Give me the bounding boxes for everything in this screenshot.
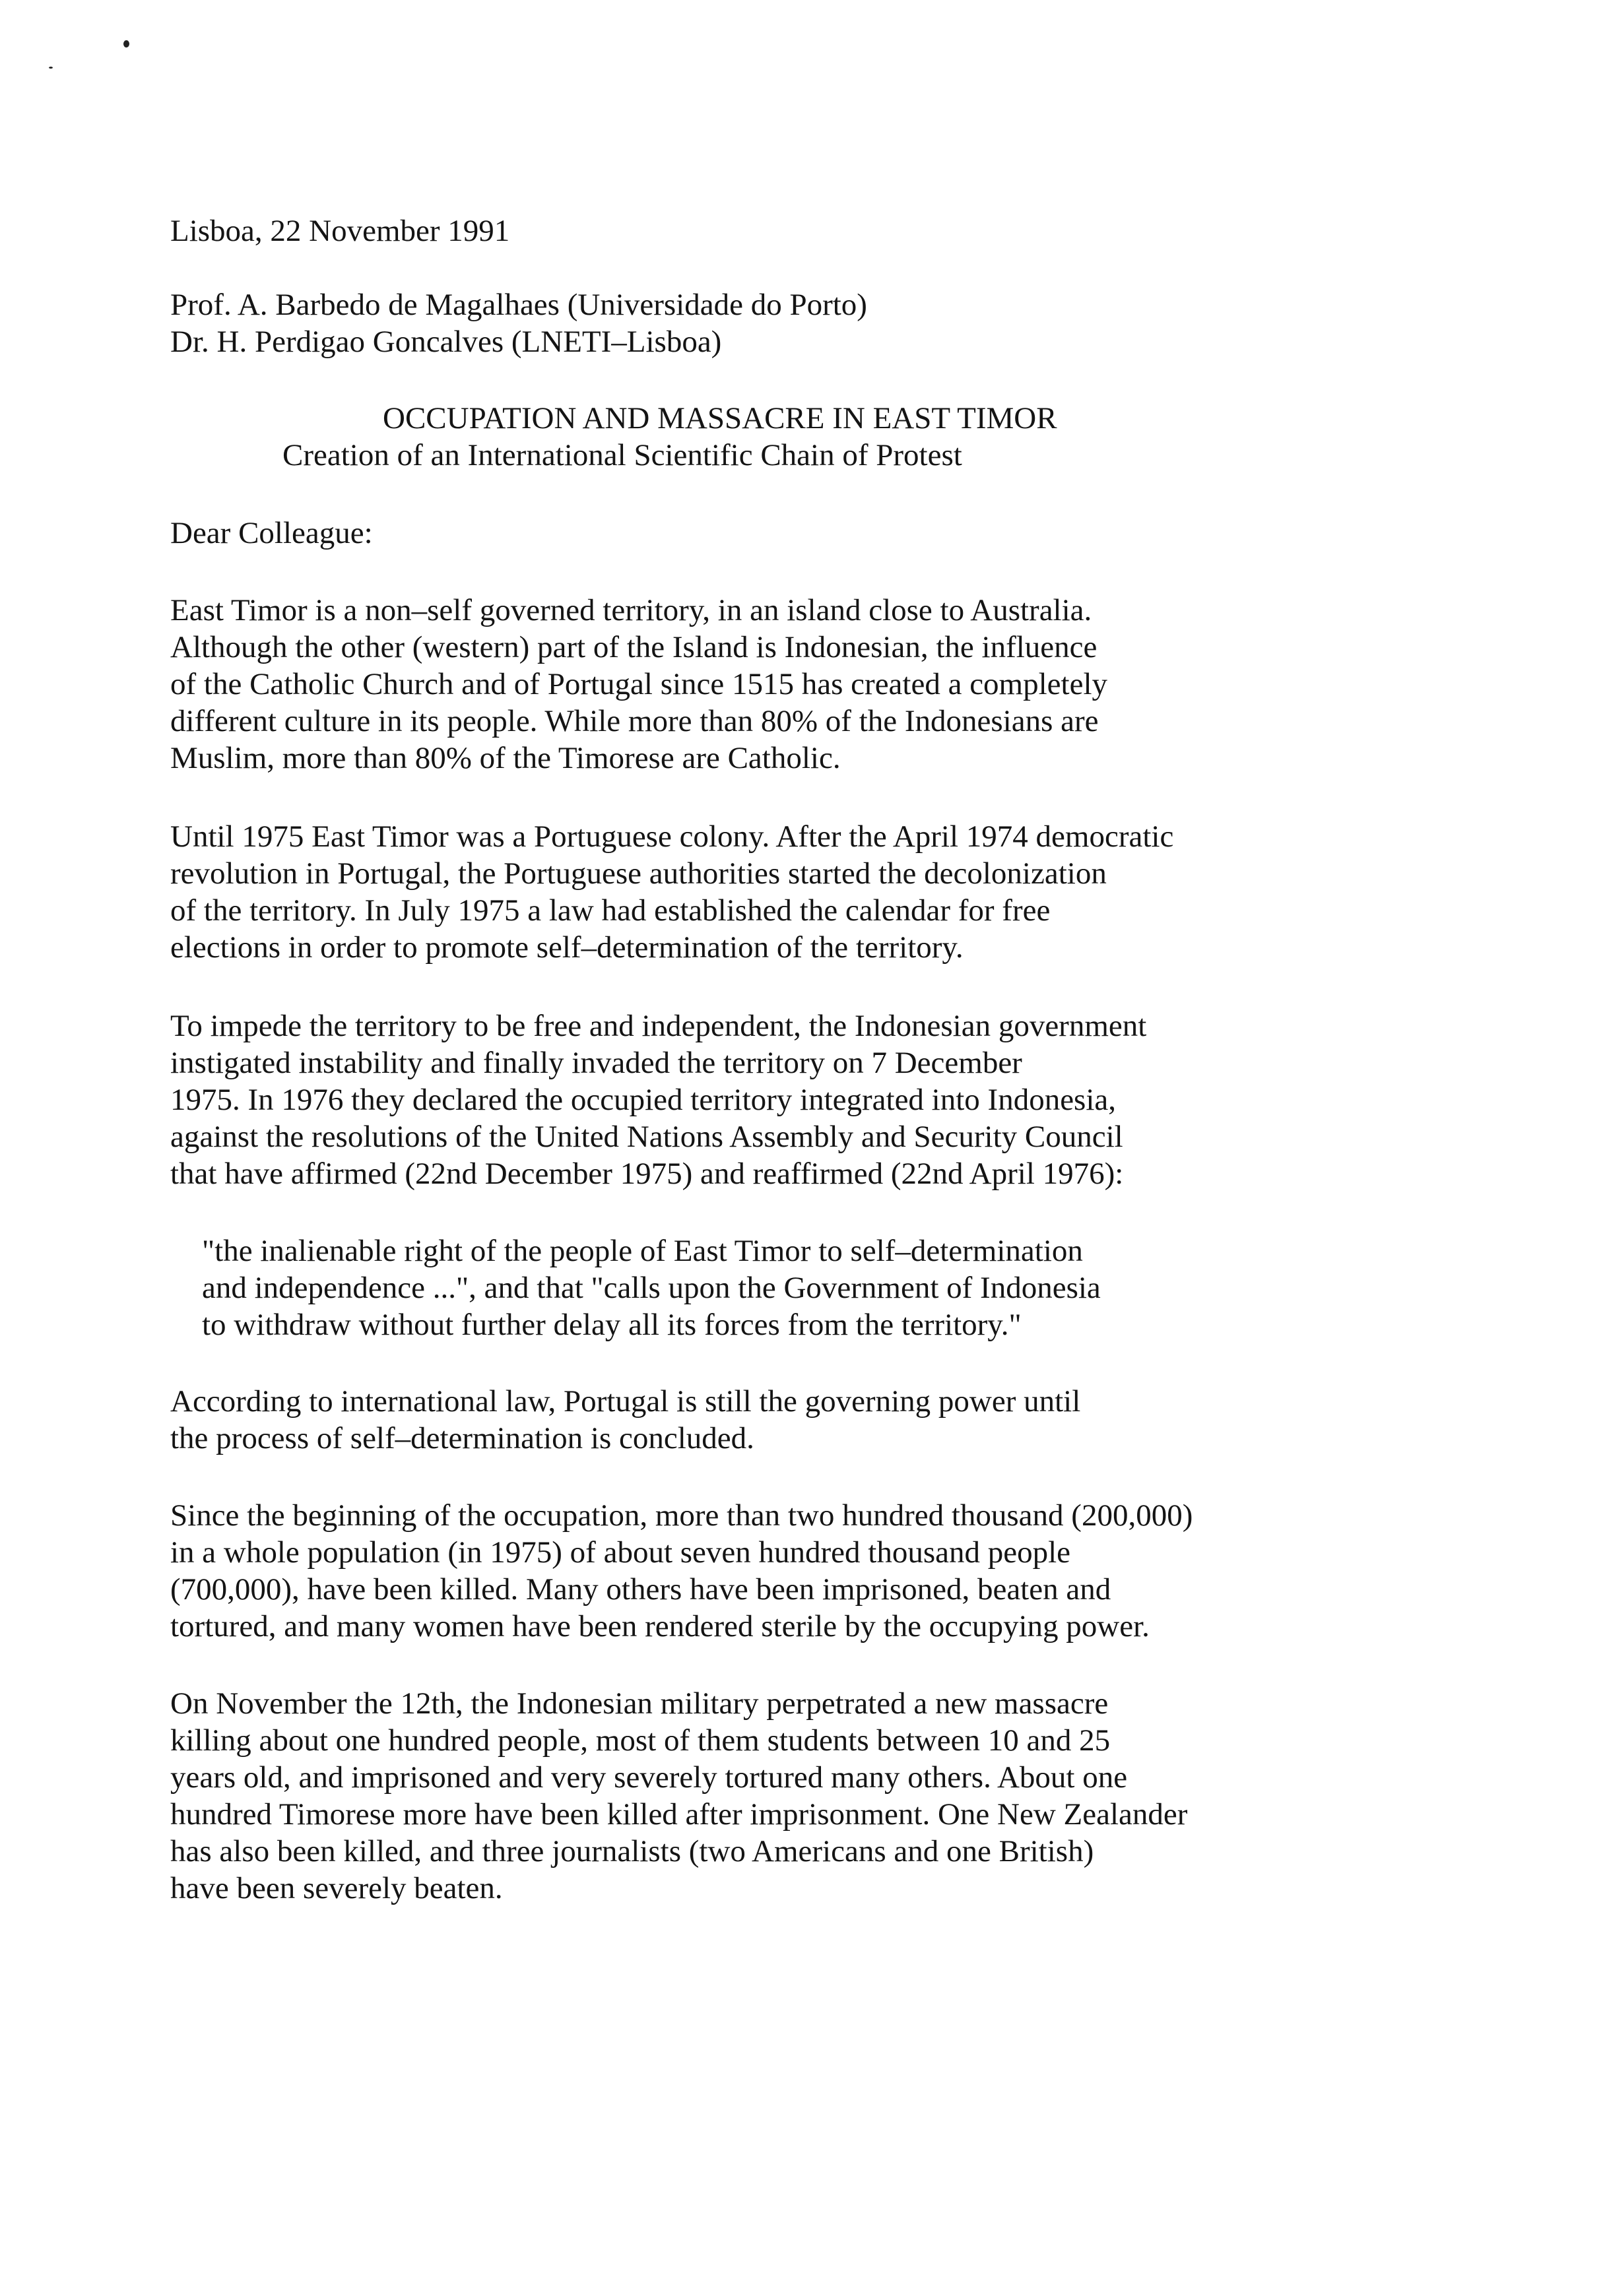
paragraph-line: have been severely beaten. [170,1871,503,1905]
paragraph-line: East Timor is a non–self governed territory, in an island close to Australia. [170,593,1092,627]
paragraph-line: On November the 12th, the Indonesian military perpetrated a new massacre [170,1686,1109,1721]
paragraph-line: the process of self–determination is concluded. [170,1421,754,1455]
author-line: Dr. H. Perdigao Goncalves (LNETI–Lisboa) [170,325,722,359]
paragraph-line: that have affirmed (22nd December 1975) and reaffirmed (22nd April 1976): [170,1157,1124,1191]
paragraph-line: Although the other (western) part of the Island is Indonesian, the influence [170,630,1097,664]
paragraph-line: (700,000), have been killed. Many others have been imprisoned, beaten and [170,1572,1111,1607]
paragraph-line: To impede the territory to be free and independent, the Indonesian government [170,1009,1147,1043]
scan-speck-mark [123,40,129,48]
place-date: Lisboa, 22 November 1991 [170,214,510,248]
letter-subtitle: Creation of an International Scientific Chain of Protest [282,438,962,472]
paragraph-line: of the Catholic Church and of Portugal since 1515 has created a completely [170,667,1108,701]
paragraph-line: elections in order to promote self–determination of the territory. [170,930,964,965]
paragraph-line: revolution in Portugal, the Portuguese authorities started the decolonization [170,856,1107,891]
paragraph-line: 1975. In 1976 they declared the occupied territory integrated into Indonesia, [170,1083,1117,1117]
paragraph-line: of the territory. In July 1975 a law had established the calendar for free [170,893,1051,928]
quote-line: and independence ...", and that "calls upon the Government of Indonesia [202,1271,1101,1305]
paragraph-line: killing about one hundred people, most of them students between 10 and 25 [170,1723,1111,1758]
paragraph-line: years old, and imprisoned and very severely tortured many others. About one [170,1760,1128,1795]
paragraph-line: instigated instability and finally invaded the territory on 7 December [170,1046,1022,1080]
paragraph-line: Muslim, more than 80% of the Timorese are Catholic. [170,741,841,775]
paragraph-line: in a whole population (in 1975) of about seven hundred thousand people [170,1535,1071,1570]
paragraph-line: against the resolutions of the United Nations Assembly and Security Council [170,1120,1123,1154]
paragraph-line: Until 1975 East Timor was a Portuguese colony. After the April 1974 democratic [170,819,1174,854]
quote-line: to withdraw without further delay all its forces from the territory." [202,1308,1022,1342]
paragraph-line: different culture in its people. While more than 80% of the Indonesians are [170,704,1099,738]
paragraph-line: Since the beginning of the occupation, more than two hundred thousand (200,000) [170,1498,1193,1533]
paragraph-line: has also been killed, and three journalists (two Americans and one British) [170,1834,1094,1868]
letter-title: OCCUPATION AND MASSACRE IN EAST TIMOR [383,401,1057,435]
paragraph-line: According to international law, Portugal is still the governing power until [170,1384,1081,1419]
paragraph-line: tortured, and many women have been rendered sterile by the occupying power. [170,1609,1150,1643]
salutation: Dear Colleague: [170,516,373,550]
scan-speck-mark [49,67,53,69]
paragraph-line: hundred Timorese more have been killed after imprisonment. One New Zealander [170,1797,1188,1832]
quote-line: "the inalienable right of the people of East Timor to self–determination [202,1234,1083,1268]
author-line: Prof. A. Barbedo de Magalhaes (Universidade do Porto) [170,288,867,322]
